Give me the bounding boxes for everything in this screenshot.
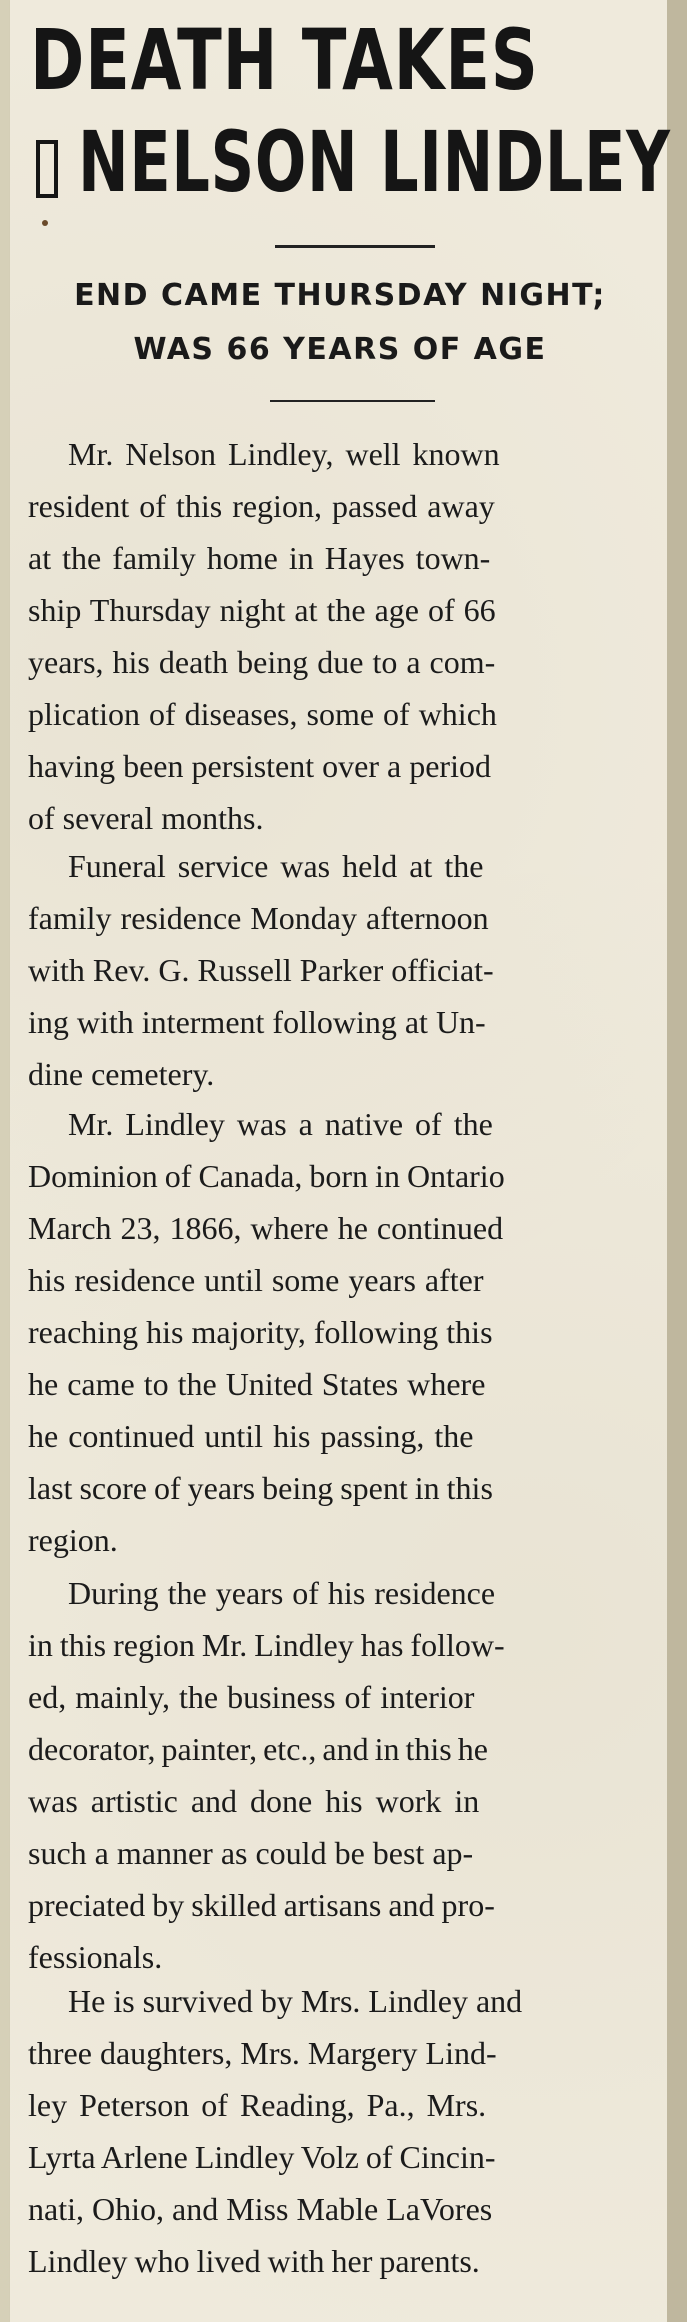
top-divider bbox=[275, 245, 435, 248]
print-artifact-box bbox=[36, 140, 58, 198]
paragraph-line: having been persistent over a period bbox=[28, 748, 491, 784]
paragraph-line: Lyrta Arlene Lindley Volz of Cincin- bbox=[28, 2139, 496, 2175]
paragraph-line: ship Thursday night at the age of 66 bbox=[28, 592, 496, 628]
paragraph-line: his residence until some years after bbox=[28, 1262, 484, 1298]
paragraph-3 bbox=[28, 1098, 678, 1566]
paragraph-line: such a manner as could be best ap- bbox=[28, 1835, 474, 1871]
paragraph-line: preciated by skilled artisans and pro- bbox=[28, 1887, 495, 1923]
paragraph-line: He is survived by Mrs. Lindley and bbox=[68, 1983, 523, 2019]
paragraph-line: resident of this region, passed away bbox=[28, 488, 495, 524]
paragraph-line: ing with interment following at Un- bbox=[28, 1004, 486, 1040]
paragraph-line: he came to the United States where bbox=[28, 1366, 486, 1402]
paragraph-line: Lindley who lived with her parents. bbox=[28, 2243, 480, 2279]
subheadline-line-2: WAS 66 YEARS OF AGE bbox=[133, 332, 547, 367]
paragraph-2 bbox=[28, 840, 678, 1100]
headline-line-2 bbox=[78, 113, 671, 211]
paragraph-line: of several months. bbox=[28, 800, 264, 836]
paragraph-line: ley Peterson of Reading, Pa., Mrs. bbox=[28, 2087, 487, 2123]
paragraph-line: dine cemetery. bbox=[28, 1056, 215, 1092]
paragraph-line: he continued until his passing, the bbox=[28, 1418, 474, 1454]
headline-line-2-text: NELSON LINDLEY bbox=[78, 113, 671, 211]
bottom-divider bbox=[270, 400, 435, 402]
paragraph-line: March 23, 1866, where he continued bbox=[28, 1210, 504, 1246]
paragraph-4 bbox=[28, 1567, 678, 1983]
paragraph-1 bbox=[28, 428, 678, 844]
paragraph-line: with Rev. G. Russell Parker officiat- bbox=[28, 952, 494, 988]
paragraph-line: years, his death being due to a com- bbox=[28, 644, 496, 680]
paragraph-line: ed, mainly, the business of interior bbox=[28, 1679, 475, 1715]
paragraph-line: fessionals. bbox=[28, 1939, 163, 1975]
paragraph-line: in this region Mr. Lindley has follow- bbox=[28, 1627, 505, 1663]
paragraph-line: three daughters, Mrs. Margery Lind- bbox=[28, 2035, 497, 2071]
paragraph-line: at the family home in Hayes town- bbox=[28, 540, 491, 576]
subheadline-line-1: END CAME THURSDAY NIGHT; bbox=[74, 278, 606, 313]
paragraph-line: nati, Ohio, and Miss Mable LaVores bbox=[28, 2191, 493, 2227]
paragraph-line: plication of diseases, some of which bbox=[28, 696, 497, 732]
paragraph-5 bbox=[28, 1975, 678, 2287]
paragraph-line: decorator, painter, etc., and in this he bbox=[28, 1731, 488, 1767]
paragraph-line: Funeral service was held at the bbox=[68, 848, 484, 884]
headline-line-1: DEATH TAKES bbox=[30, 11, 539, 109]
paragraph-line: Mr. Lindley was a native of the bbox=[68, 1106, 493, 1142]
paragraph-line: Dominion of Canada, born in Ontario bbox=[28, 1158, 505, 1194]
paragraph-line: family residence Monday afternoon bbox=[28, 900, 489, 936]
paragraph-line: region. bbox=[28, 1522, 118, 1558]
paragraph-line: During the years of his residence bbox=[68, 1575, 496, 1611]
paragraph-line: was artistic and done his work in bbox=[28, 1783, 480, 1819]
paragraph-line: reaching his majority, following this bbox=[28, 1314, 493, 1350]
ink-spot bbox=[42, 220, 48, 226]
paragraph-line: Mr. Nelson Lindley, well known bbox=[68, 436, 500, 472]
paragraph-line: last score of years being spent in this bbox=[28, 1470, 493, 1506]
